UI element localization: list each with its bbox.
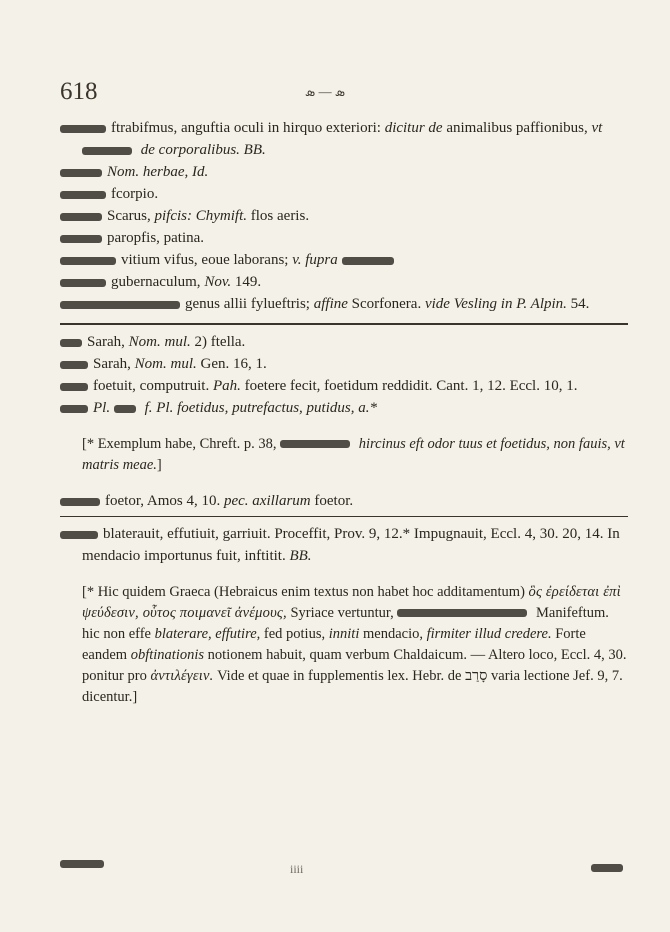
syriac-headword — [60, 361, 88, 369]
note-hic-quidem: [* Hic quidem Graeca (Hebraicus enim textus non habet hoc additamentum) ὃς ἐρείδεται ἐπὶ ψεύδεσιν, οὗτος ποιμανεῖ ἀνέμους, Syriace vertuntur, Manifeftum. hic non effe blaterare, effutire, fed potius, inniti mendacio, firmiter illud credere. Forte eandem obftinationis notionem habuit, quam verbum Chaldaicum. — Altero loco, Eccl. 4, 30. ponitur pro ἀντιλέγειν. Vide et quae in fupplementis lex. Hebr. de סָרַב varia lectione Jef. 9, 7. dicentur.] — [82, 583, 627, 705]
syriac-phrase — [397, 609, 527, 617]
entry-foetuit: foetuit, computruit. Pah. foetere fecit, foetidum reddidit. Cant. 1, 12. Eccl. 10, 1. — [60, 375, 628, 397]
syriac-headword — [60, 279, 106, 287]
syriac-headword — [60, 301, 180, 309]
syriac-headword — [60, 169, 102, 177]
syriac-marginal-word — [60, 856, 109, 871]
entry-nom-herbae: Nom. herbae, Id. — [60, 161, 628, 183]
entry-strabismus: ftrabifmus, anguftia oculi in hirquo exteriori: dicitur de animalibus paffionibus, vt de corporalibus. BB. — [60, 117, 628, 161]
entry-scorpio: fcorpio. — [60, 183, 628, 205]
syriac-headword — [60, 191, 106, 199]
entry-sarah-gen: Sarah, Nom. mul. Gen. 16, 1. — [60, 353, 628, 375]
section-divider — [60, 516, 628, 517]
entry-scarus: Scarus, pifcis: Chymift. flos aeris. — [60, 205, 628, 227]
running-head: ܣ — ܣ — [305, 84, 346, 99]
syriac-headword — [60, 125, 106, 133]
entry-gubernaculum: gubernaculum, Nov. 149. — [60, 271, 628, 293]
page-number: 618 — [60, 78, 98, 105]
page-content — [60, 117, 628, 722]
syriac-headword — [60, 213, 102, 221]
entry-genus-allii: genus allii fylueftris; affine Scorfonera. vide Vesling in P. Alpin. 54. — [60, 293, 628, 315]
syriac-headword — [60, 339, 82, 347]
syriac-word — [114, 405, 136, 413]
page-header — [60, 78, 610, 108]
syriac-headword — [60, 235, 102, 243]
syriac-headword — [60, 498, 100, 506]
page-footer — [60, 862, 628, 884]
entry-paropsis: paropfis, patina. — [60, 227, 628, 249]
entry-vitium-visus: vitium vifus, eoue laborans; v. fupra — [60, 249, 628, 271]
entry-foetor: foetor, Amos 4, 10. pec. axillarum foetor. — [60, 490, 628, 512]
syriac-headword — [60, 405, 88, 413]
syriac-headword — [60, 531, 98, 539]
syriac-phrase — [280, 440, 350, 448]
syriac-headword — [60, 383, 88, 391]
catchword — [591, 860, 628, 875]
syriac-word — [342, 257, 394, 265]
note-exemplum: [* Exemplum habe, Chreft. p. 38, hircinus eft odor tuus et foetidus, non fauis, vt matris meae.] — [82, 435, 625, 473]
syriac-word — [82, 147, 132, 155]
section-divider — [60, 323, 628, 325]
syriac-headword — [60, 257, 116, 265]
entry-blaterauit: blaterauit, effutiuit, garriuit. Proceffit, Prov. 9, 12.* Impugnauit, Eccl. 4, 30. 20, 14. In mendacio importunus fuit, inftitit. BB. — [60, 523, 628, 567]
entry-foetidus: Pl. f. Pl. foetidus, putrefactus, putidus, a.* — [60, 397, 628, 419]
entry-sarah-stella: Sarah, Nom. mul. 2) ftella. — [60, 331, 628, 353]
signature-mark: iiii — [290, 862, 304, 876]
